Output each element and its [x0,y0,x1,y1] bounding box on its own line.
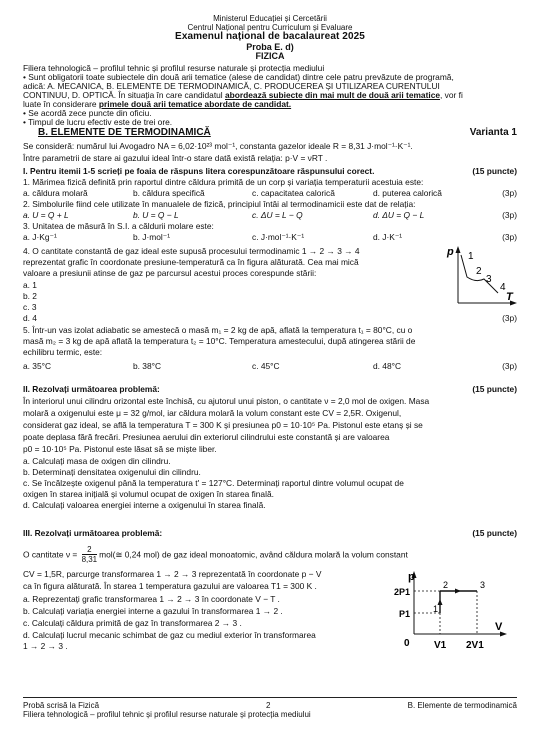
q2-option-c: c. ΔU = L − Q [252,210,303,220]
state-relation: Între parametrii de stare ai gazului ideal într-o stare dată există relația: p·V = νRT . [23,153,328,163]
pv-label-p: p [408,571,415,583]
part3-pv-diagram [394,568,526,660]
pv-label-origin: 0 [404,638,410,649]
q2-option-d: d. ΔU = Q − L [373,210,425,220]
q5-option-c: c. 45°C [252,361,280,371]
q1-option-b: b. căldura specifică [133,188,205,198]
q5-points: (3p) [502,361,517,371]
part3-line1-post: mol(≅ 0,24 mol) de gaz ideal monoatomic, având căldura molară la volum constant [99,549,408,560]
part3-item-a: a. Reprezentați grafic transformarea 1 → 2 → 3 în coordonate V − T . [23,594,280,604]
part3-fraction [82,545,98,564]
part3-frac-den: 8,31 [81,555,98,564]
pt-label-p: p [447,246,454,258]
part2-item-a: a. Calculați masa de oxigen din cilindru. [23,456,171,466]
exam-proba: Proba E. d) [246,42,294,52]
footer-right: B. Elemente de termodinamică [407,701,517,710]
pv-label-p1: P1 [399,609,411,619]
q1-text: 1. Mărimea fizică definită prin raportul dintre căldura primită de un corp și variația temperaturii acestuia este: [23,177,424,187]
q5-line1: 5. Într-un vas izolat adiabatic se amestecă o masă m₁ = 2 kg de apă, aflată la temperatura t₁ = 80°C, cu o [23,325,413,335]
footer-page-number: 2 [266,701,271,710]
ministry-line: Ministerul Educației și Cercetării [213,14,327,23]
q5-line3: echilibru termic, este: [23,347,103,357]
q3-option-b: b. J·mol⁻¹ [133,232,170,242]
q1-option-a: a. căldura molară [23,188,88,198]
part2-line1: În interiorul unui cilindru orizontal este închisă, cu ajutorul unui piston, o cantitate ν = 2,0 mol de oxigen. Masa [23,396,430,406]
pt-label-t: T [506,291,513,303]
q2-points: (3p) [502,210,517,220]
intro-bullet3: • Timpul de lucru efectiv este de trei ore. [23,117,173,127]
intro-emphasis: abordează subiecte din mai mult de două arii tematice [225,90,441,100]
q3-text: 3. Unitatea de măsură în S.I. a căldurii molare este: [23,221,214,231]
intro-bullet1b: adică: A. MECANICA, B. ELEMENTE DE TERMODINAMICĂ, C. PRODUCEREA ȘI UTILIZAREA CURENTULUI [23,81,440,91]
q1-option-c: c. capacitatea calorică [252,188,335,198]
q3-points: (3p) [502,232,517,242]
q4-line1: 4. O cantitate constantă de gaz ideal este supusă procesului termodinamic 1 → 2 → 3 → 4 [23,246,360,256]
section-title [38,127,211,138]
part2-item-b: b. Determinați densitatea oxigenului din cilindru. [23,467,201,477]
part2-line4: poate deplasa fără frecări. Presiunea aerului din exteriorul cilindrului este constantă și are valoarea [23,432,390,442]
q2-option-b: b. U = Q − L [133,210,179,220]
part2-item-d: d. Calculați valoarea energiei interne a oxigenului în starea finală. [23,500,266,510]
center-line: Centrul Național pentru Curriculum și Evaluare [187,23,353,32]
pv-state-1: 1 [433,604,439,614]
part3-frac-num: 2 [82,545,98,555]
part2-points: (15 puncte) [472,384,517,394]
part2-line5: p0 = 10·10⁵ Pa. Pistonul este lăsat să se miște liber. [23,444,217,454]
q2-option-a: a. U = Q + L [23,210,69,220]
q4-option-d: d. 4 [23,313,37,323]
pv-state-2: 2 [443,580,449,590]
part1-points: (15 puncte) [472,166,517,176]
intro-emphasis: primele două arii tematice abordate de candidat. [98,99,292,109]
q2-text: 2. Simbolurile fiind cele utilizate în manualele de fizică, principiul întâi al termodinamicii este dat de relația: [23,199,416,209]
footer-left: Probă scrisă la Fizică [23,701,100,710]
given-constants: Se consideră: numărul lui Avogadro NA = 6,02·10²³ mol⁻¹, constanta gazelor ideale R = 8,31 J·mol⁻¹·K⁻¹. [23,141,413,151]
intro-text: CONTINUU, D. OPTICĂ. În situația în care candidatul [23,90,225,100]
part1-title: I. Pentru itemii 1-5 scrieți pe foaia de răspuns litera corespunzătoare răspunsului corect. [23,166,375,176]
pv-label-v1: V1 [434,640,447,651]
part3-points: (15 puncte) [472,528,517,538]
part2-line2: molară a oxigenului este μ = 32 g/mol, iar căldura molară la volum constant este CV = 2,5R. Oxigenul, [23,408,402,418]
intro-bullet1a: • Sunt obligatorii toate subiectele din două arii tematice (alese de candidat) dintre cele patru prevăzute de programă, [23,72,454,82]
part2-item-c2: oxigen în starea inițială și volumul ocupat de oxigen în starea finală. [23,489,274,499]
q3-option-a: a. J·Kg⁻¹ [23,232,57,242]
part3-item-c: c. Calculați căldura primită de gaz în transformarea 2 → 3 . [23,618,242,628]
part2-line3: considerat gaz ideal, se află la temperatura T = 300 K și presiunea p0 = 10·10⁵ Pa. Pistonul este etanș și se [23,420,423,430]
q5-line2: masă m₂ = 3 kg de apă aflată la temperatura t₂ = 10°C. Temperatura amestecului, după atingerea stării de [23,336,416,346]
variant-label: Varianta 1 [469,127,517,138]
q3-option-d: d. J·K⁻¹ [373,232,403,242]
q4-option-c: c. 3 [23,302,37,312]
part3-item-d1: d. Calculați lucrul mecanic schimbat de gaz cu mediul exterior în transformarea [23,630,316,640]
q4-option-a: a. 1 [23,280,37,290]
subject-title: FIZICA [255,51,285,61]
pt-state-2: 2 [476,266,482,277]
part3-line1-pre: O cantitate ν = [23,549,80,560]
pv-label-2v1: 2V1 [466,640,484,651]
pv-state-3: 3 [480,580,486,590]
part2-title: II. Rezolvați următoarea problemă: [23,384,160,394]
q4-line3: valoare a presiunii atinse de gaz pe parcursul acestui proces corespunde stării: [23,268,317,278]
q4-option-b: b. 2 [23,291,37,301]
part3-line2: CV = 1,5R, parcurge transformarea 1 → 2 → 3 reprezentată în coordonate p − V [23,569,322,579]
footer-divider [23,697,517,698]
intro-bullet2: • Se acordă zece puncte din oficiu. [23,108,152,118]
q4-line2: reprezentat grafic în coordonate presiune-temperatură ca în figura alăturată. Cea mai mică [23,257,359,267]
part3-item-b: b. Calculați variația energiei interne a gazului în transformarea 1 → 2 . [23,606,283,616]
intro-text: , vor fi [440,90,463,100]
exam-title: Examenul național de bacalaureat 2025 [175,31,365,42]
intro-filiera: Filiera tehnologică – profilul tehnic și profilul resurse naturale și protecția mediului [23,63,325,73]
part3-line3: ca în figura alăturată. În starea 1 temperatura gazului are valoarea T1 = 300 K . [23,581,317,591]
q5-option-b: b. 38°C [133,361,162,371]
pt-p-arrow-icon [456,246,461,253]
q1-option-d: d. puterea calorică [373,188,442,198]
q4-points: (3p) [502,313,517,323]
q5-option-a: a. 35°C [23,361,52,371]
q1-points: (3p) [502,188,517,198]
pv-arrow-2-3-icon [455,589,461,594]
pt-state-1: 1 [468,251,474,262]
q4-pt-diagram [448,243,520,311]
q5-option-d: d. 48°C [373,361,402,371]
pv-arrow-1-2-icon [438,599,443,605]
intro-text: luate în considerare [23,99,99,109]
part3-line1 [23,545,517,567]
footer-filiera: Filiera tehnologică – profilul tehnic și profilul resurse naturale și protecția mediului [23,710,311,719]
section-title-text: B. ELEMENTE DE TERMODINAMICĂ [38,127,211,138]
pv-label-v: V [495,621,503,633]
part2-item-c1: c. Se încălzește oxigenul până la temperatura t' = 127°C. Determinați raportul dintre volumul ocupat de [23,478,404,488]
part3-item-d2: 1 → 2 → 3 . [23,641,68,651]
pt-state-3: 3 [486,274,492,285]
part3-title: III. Rezolvați următoarea problemă: [23,528,163,538]
pv-label-2p1: 2P1 [394,587,411,597]
pt-state-4: 4 [500,282,506,293]
q3-option-c: c. J·mol⁻¹·K⁻¹ [252,232,305,242]
